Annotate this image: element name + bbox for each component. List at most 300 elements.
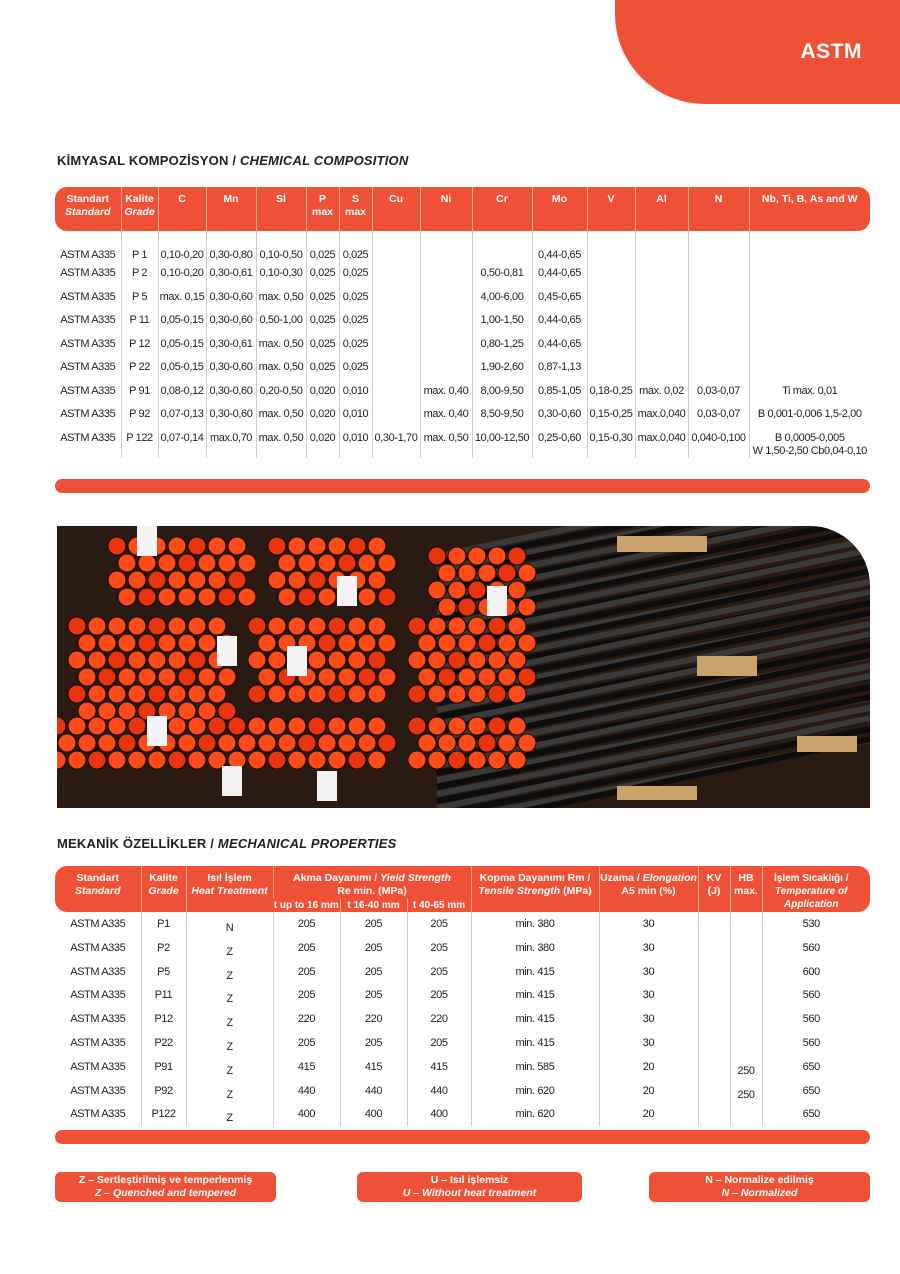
pipe-cap	[508, 581, 526, 599]
pipe-cap	[498, 668, 516, 686]
pipe-cap	[68, 617, 86, 635]
pipe-cap	[138, 588, 156, 606]
table-cell	[372, 308, 420, 332]
pipe-cap	[218, 554, 236, 572]
table-cell: 30	[599, 1031, 698, 1055]
table-cell: ASTM A335	[60, 314, 116, 326]
pipe-cap	[188, 571, 206, 589]
table-cell: 560	[762, 983, 860, 1007]
pipe-cap	[358, 588, 376, 606]
chem-col-header: Kalite Grade	[121, 187, 158, 235]
col-tensile-strength: Kopma Dayanımı Rm / Tensile Strength (MPa)	[471, 866, 599, 912]
table-cell: Z	[186, 1055, 273, 1079]
pipe-cap	[88, 617, 106, 635]
pipe-cap	[258, 668, 276, 686]
pipe-cap	[248, 751, 266, 769]
table-cell: 0,30-0,60	[206, 308, 256, 332]
table-cell: 0,18-0,25	[587, 379, 635, 403]
pipe-cap	[148, 617, 166, 635]
table-cell: ASTM A335	[70, 1108, 126, 1121]
table-cell	[730, 983, 762, 1007]
table-cell: 0,025	[339, 235, 372, 261]
col-t1: t up to 16 mm	[273, 900, 339, 911]
pipe-cap	[138, 554, 156, 572]
col-standart: Standart Standard	[74, 872, 121, 897]
pipe-tag	[137, 526, 157, 556]
table-cell: 0,30-0,60	[206, 285, 256, 309]
table-cell: 0,30-0,80	[206, 235, 256, 261]
table-cell: 0,020	[306, 379, 339, 403]
table-cell: 205	[340, 1031, 407, 1055]
col-t3: t 40-65 mm	[407, 898, 471, 912]
table-cell: P 2	[121, 261, 158, 285]
table-cell: 0,08-0,12	[158, 379, 206, 403]
table-cell: 10,00-12,50	[472, 426, 532, 458]
table-cell: 440	[340, 1079, 407, 1103]
pipe-cap	[108, 651, 126, 669]
pipe-cap	[58, 734, 76, 752]
table-cell	[749, 261, 870, 285]
table-cell	[688, 355, 749, 379]
table-cell: 0,025	[306, 285, 339, 309]
table-cell: ASTM A335	[60, 384, 116, 397]
pipe-cap	[318, 554, 336, 572]
chem-col-header: Mn	[206, 187, 256, 235]
pipe-cap	[448, 617, 466, 635]
pipe-cap	[68, 751, 86, 769]
table-cell: 205	[340, 912, 407, 936]
table-cell: 650	[762, 1079, 860, 1103]
table-cell: 1,00-1,50	[472, 308, 532, 332]
table-cell: 0,30-0,60	[206, 379, 256, 403]
table-cell: 560	[762, 1007, 860, 1031]
table-cell	[372, 402, 420, 426]
table-cell	[587, 285, 635, 309]
pipes-photo	[57, 526, 870, 808]
pipe-cap	[98, 634, 116, 652]
pipe-cap	[248, 717, 266, 735]
table-cell: 205	[340, 936, 407, 960]
table-cell: 30	[599, 983, 698, 1007]
table-cell: 205	[273, 936, 340, 960]
table-cell: P91	[141, 1055, 186, 1079]
wood-spacer	[617, 786, 697, 800]
table-cell: ASTM A335	[60, 290, 116, 303]
table-cell	[749, 235, 870, 261]
table-cell: 0,10-0,50	[256, 235, 306, 261]
pipe-cap	[458, 634, 476, 652]
pipe-cap	[208, 537, 226, 555]
pipe-cap	[268, 751, 286, 769]
table-cell: 0,07-0,14	[158, 426, 206, 458]
pipe-cap	[518, 634, 536, 652]
table-row	[55, 1055, 860, 1079]
pipe-cap	[498, 564, 516, 582]
pipe-tag	[487, 586, 507, 616]
pipe-cap	[318, 588, 336, 606]
table-cell: P 92	[121, 402, 158, 426]
pipe-cap	[448, 717, 466, 735]
pipe-cap	[288, 537, 306, 555]
table-cell: ASTM A335	[70, 1084, 126, 1097]
table-cell: max.0,040	[635, 426, 688, 458]
legend-quenched: Z – Sertleştirilmiş ve temperlenmiş Z – Quenched and tempered	[55, 1172, 276, 1202]
table-cell	[749, 355, 870, 379]
pipe-cap	[118, 634, 136, 652]
pipe-cap	[128, 685, 146, 703]
table-cell: ASTM A335	[70, 1013, 126, 1026]
pipe-cap	[518, 734, 536, 752]
pipe-cap	[138, 668, 156, 686]
table-cell: min. 620	[471, 1079, 599, 1103]
table-cell: 400	[407, 1102, 471, 1126]
pipe-cap	[308, 651, 326, 669]
pipe-cap	[308, 685, 326, 703]
pipe-cap	[88, 685, 106, 703]
table-cell: 0,025	[339, 332, 372, 356]
col-heat-treatment: Isıl İşlem Heat Treatment	[186, 866, 273, 912]
table-cell: 0,30-0,61	[206, 261, 256, 285]
table-cell	[472, 235, 532, 261]
pipe-cap	[448, 685, 466, 703]
pipe-cap	[208, 571, 226, 589]
pipe-cap	[108, 751, 126, 769]
pipe-cap	[448, 547, 466, 565]
pipe-cap	[428, 717, 446, 735]
table-cell: 0,15-0,25	[587, 402, 635, 426]
table-cell: P122	[141, 1102, 186, 1126]
table-cell: 440	[407, 1079, 471, 1103]
pipe-cap	[168, 717, 186, 735]
table-cell: P2	[141, 936, 186, 960]
table-cell: 0,10-0,20	[158, 261, 206, 285]
table-cell	[635, 235, 688, 261]
pipe-cap	[218, 668, 236, 686]
pipe-cap	[168, 571, 186, 589]
table-cell: 0,30-0,60	[206, 402, 256, 426]
table-cell	[730, 936, 762, 960]
chem-col-header: C	[158, 187, 206, 235]
pipe-cap	[288, 685, 306, 703]
table-cell: Ti max. 0,01	[749, 379, 870, 403]
pipe-cap	[458, 668, 476, 686]
table-cell: 0,10-0,20	[158, 235, 206, 261]
table-cell: 20	[599, 1079, 698, 1103]
pipe-cap	[348, 751, 366, 769]
table-row	[55, 936, 860, 960]
pipe-cap	[348, 651, 366, 669]
table-cell: 0,040-0,100	[688, 426, 749, 458]
pipe-cap	[248, 617, 266, 635]
pipe-cap	[228, 717, 246, 735]
pipe-cap	[198, 668, 216, 686]
pipe-cap	[328, 617, 346, 635]
table-cell: 415	[340, 1055, 407, 1079]
pipe-cap	[108, 717, 126, 735]
table-cell: 205	[407, 983, 471, 1007]
pipe-cap	[108, 571, 126, 589]
pipe-cap	[248, 651, 266, 669]
table-cell	[749, 285, 870, 309]
col-hb: HB max.	[730, 866, 762, 912]
table-cell: 0,25-0,60	[532, 426, 587, 458]
table-cell: 205	[273, 983, 340, 1007]
col-kalite: Kalite Grade	[141, 866, 186, 912]
table-cell: Z	[186, 1079, 273, 1103]
table-cell: P 5	[121, 285, 158, 309]
table-cell	[688, 308, 749, 332]
table-cell: 0,010	[339, 402, 372, 426]
pipe-cap	[308, 617, 326, 635]
pipe-cap	[68, 685, 86, 703]
pipe-cap	[438, 564, 456, 582]
table-cell: P11	[141, 983, 186, 1007]
pipe-cap	[358, 668, 376, 686]
pipe-cap	[158, 588, 176, 606]
pipe-cap	[518, 564, 536, 582]
pipe-cap	[368, 717, 386, 735]
table-cell: 650	[762, 1102, 860, 1126]
table-cell	[587, 261, 635, 285]
table-cell: 0,025	[306, 355, 339, 379]
table-cell: 250	[730, 1055, 762, 1079]
pipe-cap	[168, 685, 186, 703]
pipe-cap	[428, 651, 446, 669]
pipe-cap	[238, 554, 256, 572]
table-cell: B 0,0005-0,005 W 1,50-2,50 Cb0,04-0,10	[749, 426, 870, 458]
chem-col-header: Ni	[420, 187, 472, 235]
pipe-cap	[198, 588, 216, 606]
table-cell: P92	[141, 1079, 186, 1103]
pipe-tag	[217, 636, 237, 666]
mechanical-footer-bar	[55, 1130, 870, 1144]
chem-col-header: Cu	[372, 187, 420, 235]
table-cell: 600	[762, 960, 860, 984]
table-cell: 220	[407, 1007, 471, 1031]
table-cell: 205	[340, 983, 407, 1007]
table-cell: 8,50-9,50	[472, 402, 532, 426]
table-row	[55, 1031, 860, 1055]
table-cell: ASTM A335	[60, 267, 116, 279]
pipe-cap	[358, 734, 376, 752]
pipe-cap	[368, 537, 386, 555]
table-cell: max. 0,40	[420, 402, 472, 426]
table-cell: ASTM A335	[70, 941, 126, 954]
pipe-cap	[108, 537, 126, 555]
table-cell: 0,45-0,65	[532, 285, 587, 309]
pipe-cap	[98, 668, 116, 686]
pipe-cap	[258, 634, 276, 652]
pipe-cap	[188, 537, 206, 555]
chem-col-header: P max	[306, 187, 339, 235]
pipe-cap	[378, 554, 396, 572]
table-cell	[420, 235, 472, 261]
table-cell	[635, 261, 688, 285]
table-cell: max.0,70	[206, 426, 256, 458]
table-cell: Z	[186, 1007, 273, 1031]
pipe-cap	[408, 717, 426, 735]
table-cell: min. 415	[471, 1031, 599, 1055]
table-cell: P 122	[121, 426, 158, 458]
pipe-cap	[348, 537, 366, 555]
table-row	[55, 1102, 860, 1126]
table-cell	[730, 1102, 762, 1126]
pipe-cap	[338, 554, 356, 572]
pipe-cap	[158, 634, 176, 652]
table-cell: min. 380	[471, 912, 599, 936]
table-cell	[749, 308, 870, 332]
table-cell: 0,025	[339, 285, 372, 309]
pipe-cap	[108, 685, 126, 703]
pipe-cap	[318, 668, 336, 686]
pipe-cap	[78, 668, 96, 686]
pipe-cap	[298, 588, 316, 606]
table-cell: 0,05-0,15	[158, 308, 206, 332]
table-row	[55, 1079, 860, 1103]
pipe-cap	[208, 717, 226, 735]
table-cell: 220	[273, 1007, 340, 1031]
table-cell	[587, 308, 635, 332]
pipe-cap	[508, 547, 526, 565]
pipe-cap	[228, 537, 246, 555]
table-cell: ASTM A335	[70, 1036, 126, 1049]
pipe-cap	[368, 617, 386, 635]
pipe-cap	[458, 564, 476, 582]
table-cell	[587, 332, 635, 356]
table-cell	[688, 285, 749, 309]
table-cell: 4,00-6,00	[472, 285, 532, 309]
table-cell: ASTM A335	[60, 337, 116, 350]
table-cell: 1,90-2,60	[472, 355, 532, 379]
pipe-cap	[268, 571, 286, 589]
pipe-cap	[318, 634, 336, 652]
table-row	[55, 912, 860, 936]
pipe-cap	[338, 668, 356, 686]
table-cell	[698, 960, 730, 984]
pipe-cap	[328, 651, 346, 669]
table-cell	[587, 355, 635, 379]
table-cell: max. 0,50	[256, 285, 306, 309]
pipe-cap	[508, 617, 526, 635]
table-row	[55, 235, 870, 261]
table-cell: min. 380	[471, 936, 599, 960]
pipe-cap	[438, 668, 456, 686]
col-temperature: İşlem Sıcaklığı / Temperature of Application	[762, 866, 860, 912]
chemical-title: KİMYASAL KOMPOZİSYON / CHEMICAL COMPOSITION	[57, 153, 409, 168]
pipe-cap	[378, 668, 396, 686]
table-cell: 0,50-1,00	[256, 308, 306, 332]
pipe-cap	[348, 717, 366, 735]
pipe-cap	[148, 651, 166, 669]
pipe-cap	[268, 651, 286, 669]
pipe-cap	[278, 734, 296, 752]
table-cell: ASTM A335	[60, 361, 116, 373]
table-cell	[688, 235, 749, 261]
table-cell: max. 0,40	[420, 379, 472, 403]
table-cell: 560	[762, 1031, 860, 1055]
pipe-cap	[368, 751, 386, 769]
table-cell	[372, 235, 420, 261]
pipe-cap	[228, 571, 246, 589]
pipe-cap	[468, 685, 486, 703]
pipe-cap	[178, 554, 196, 572]
pipe-cap	[178, 634, 196, 652]
chem-col-header: Mo	[532, 187, 587, 235]
table-cell: 205	[407, 1031, 471, 1055]
table-cell	[587, 235, 635, 261]
pipe-cap	[478, 564, 496, 582]
table-cell: 205	[407, 912, 471, 936]
pipe-cap	[268, 685, 286, 703]
pipe-cap	[198, 554, 216, 572]
table-cell: P5	[141, 960, 186, 984]
table-cell: 250	[730, 1079, 762, 1103]
table-cell: 0,07-0,13	[158, 402, 206, 426]
table-cell	[698, 1007, 730, 1031]
table-cell: 0,30-0,60	[532, 402, 587, 426]
pipe-cap	[188, 717, 206, 735]
pipe-cap	[488, 617, 506, 635]
pipe-cap	[488, 547, 506, 565]
pipe-cap	[418, 734, 436, 752]
pipe-cap	[508, 717, 526, 735]
pipe-cap	[458, 734, 476, 752]
pipe-cap	[238, 734, 256, 752]
table-cell: 0,44-0,65	[532, 332, 587, 356]
pipe-cap	[488, 751, 506, 769]
pipe-cap	[328, 537, 346, 555]
table-cell: ASTM A335	[70, 989, 126, 1002]
pipe-cap	[428, 685, 446, 703]
table-cell	[420, 332, 472, 356]
table-cell: 8,00-9,50	[472, 379, 532, 403]
chem-col-header: S max	[339, 187, 372, 235]
pipe-cap	[288, 617, 306, 635]
table-cell: 0,03-0,07	[688, 402, 749, 426]
table-cell: Z	[186, 983, 273, 1007]
table-cell	[749, 332, 870, 356]
pipe-cap	[438, 598, 456, 616]
pipe-cap	[88, 751, 106, 769]
pipe-cap	[368, 685, 386, 703]
chem-col-header: Cr	[472, 187, 532, 235]
pipe-cap	[128, 751, 146, 769]
col-elongation: Uzama / Elongation A5 min (%)	[599, 866, 698, 912]
pipe-cap	[478, 734, 496, 752]
table-row	[55, 960, 860, 984]
corner-tab	[615, 0, 900, 104]
chemical-table	[55, 187, 870, 458]
pipe-cap	[378, 734, 396, 752]
table-cell	[372, 332, 420, 356]
pipe-cap	[468, 651, 486, 669]
pipes-illustration	[57, 526, 870, 808]
table-cell: P22	[141, 1031, 186, 1055]
pipe-cap	[468, 751, 486, 769]
table-cell: Z	[186, 936, 273, 960]
table-cell	[372, 355, 420, 379]
table-row	[55, 1007, 860, 1031]
col-yield-strength: Akma Dayanımı / Yield Strength Re min. (MPa)	[273, 866, 471, 898]
table-cell: Z	[186, 1031, 273, 1055]
chem-col-header: Standart Standard	[64, 193, 111, 218]
pipe-cap	[118, 588, 136, 606]
table-cell	[635, 285, 688, 309]
pipe-cap	[168, 617, 186, 635]
table-cell: 205	[340, 960, 407, 984]
table-row	[55, 402, 870, 426]
pipe-cap	[118, 734, 136, 752]
